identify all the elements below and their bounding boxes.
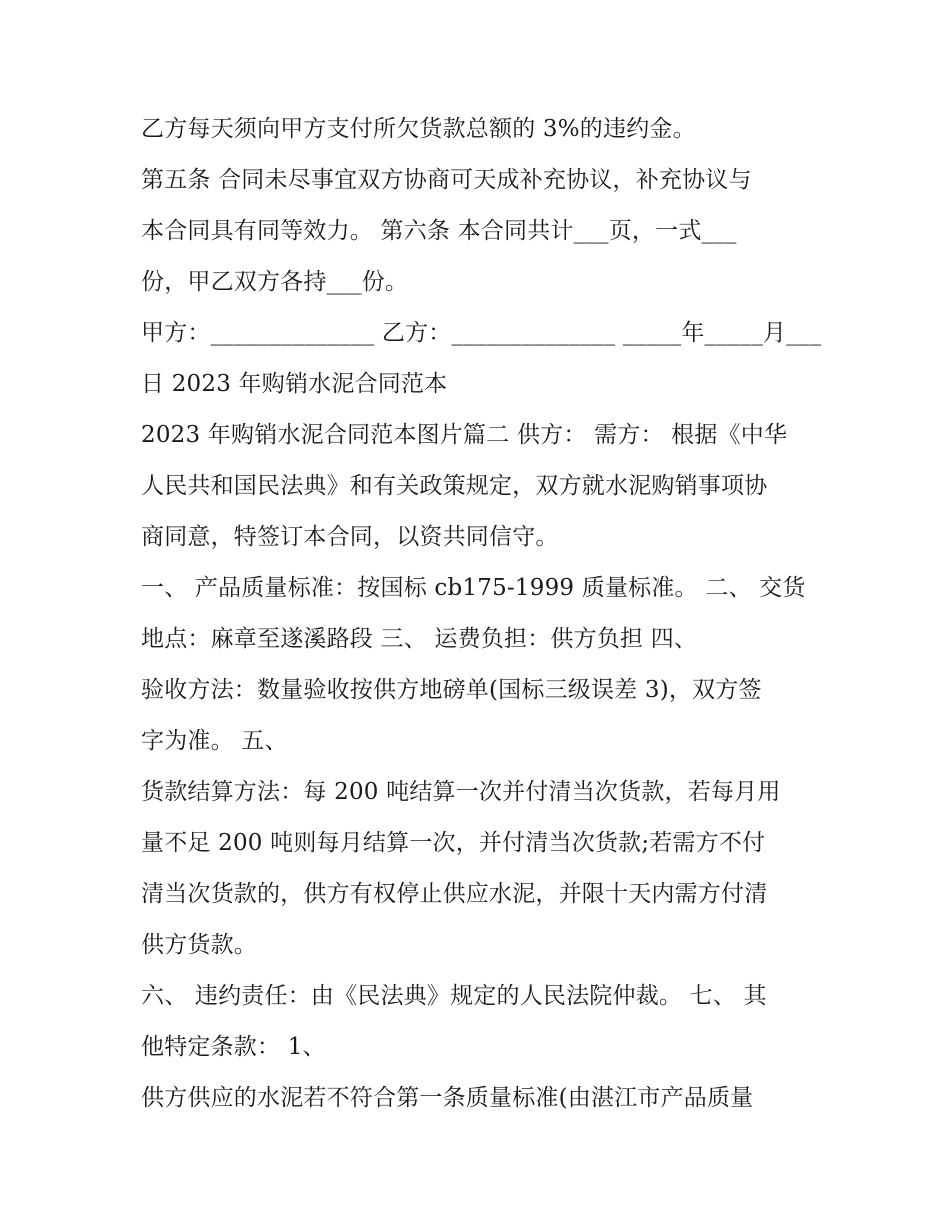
text-line-19: 他特定条款： 1、 <box>141 1034 326 1060</box>
text-line-8: 人民共和国民法典》和有关政策规定，双方就水泥购销事项协 <box>141 473 768 499</box>
text-line-13: 字为准。 五、 <box>141 728 288 754</box>
text-line-2: 第五条 合同未尽事宜双方协商可天成补充协议，补充协议与 <box>141 167 752 193</box>
text-line-12: 验收方法：数量验收按供方地磅单(国标三级误差 3)，双方签 <box>141 677 762 703</box>
text-line-14: 货款结算方法：每 200 吨结算一次并付清当次货款，若每月用 <box>141 779 781 805</box>
text-line-11: 地点：麻章至遂溪路段 三、 运费负担：供方负担 四、 <box>141 626 698 652</box>
text-line-6: 日 2023 年购销水泥合同范本 <box>141 371 448 397</box>
text-line-3: 本合同具有同等效力。 第六条 本合同共计___页，一式___ <box>141 218 737 244</box>
text-line-17: 供方货款。 <box>141 932 257 958</box>
text-line-5: 甲方：______________ 乙方：______________ _____年_____月___ <box>141 320 822 346</box>
text-line-20: 供方供应的水泥若不符合第一条质量标准(由湛江市产品质量 <box>141 1085 754 1111</box>
text-line-1: 乙方每天须向甲方支付所欠货款总额的 3%的违约金。 <box>141 116 696 142</box>
text-line-9: 商同意，特签订本合同，以资共同信守。 <box>141 524 559 550</box>
text-line-15: 量不足 200 吨则每月结算一次，并付清当次货款;若需方不付 <box>141 830 766 856</box>
text-line-18: 六、 违约责任：由《民法典》规定的人民法院仲裁。 七、 其 <box>141 983 767 1009</box>
text-line-7: 2023 年购销水泥合同范本图片篇二 供方： 需方： 根据《中华 <box>141 422 788 448</box>
text-line-16: 清当次货款的，供方有权停止供应水泥，并限十天内需方付清 <box>141 881 768 907</box>
text-line-10: 一、 产品质量标准：按国标 cb175-1999 质量标准。 二、 交货 <box>141 575 806 601</box>
text-line-4: 份，甲乙双方各持___份。 <box>141 269 409 295</box>
